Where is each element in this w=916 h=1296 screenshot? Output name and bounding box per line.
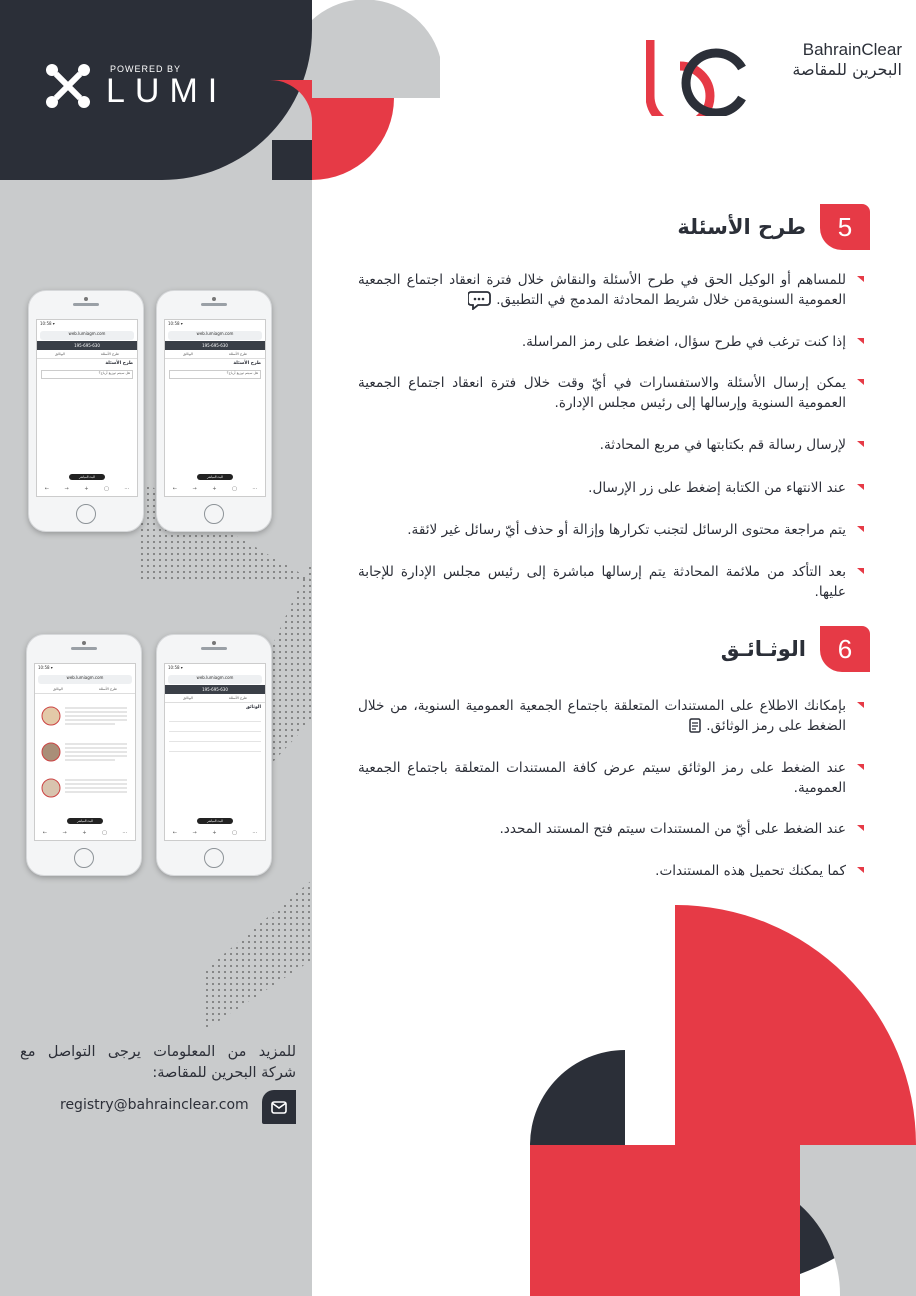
lumi-wordmark: LUMI — [106, 72, 228, 110]
list-item: يمكن إرسال الأسئلة والاستفسارات في أيّ وقت خلال فترة انعقاد اجتماع الجمعية العمومية السنوية وإرسالها إلى رئيس مجلس الإدارة. — [358, 373, 868, 413]
email-row — [60, 1097, 249, 1113]
bottom-decoration — [530, 905, 916, 1296]
brand-name-ar: البحرين للمقاصة — [792, 60, 902, 79]
section-6-number: 6 — [820, 626, 870, 672]
list-item: عند الضغط على أيّ من المستندات سيتم فتح المستند المحدد. — [358, 819, 868, 839]
section-5-number: 5 — [820, 204, 870, 250]
lumi-logo-icon — [44, 62, 92, 110]
section-5-header — [677, 204, 870, 250]
documents-icon — [688, 718, 702, 734]
section-5-title: طرح الأسئلة — [677, 215, 806, 239]
section-6-title: الوثـائـق — [720, 637, 806, 661]
bahrainclear-logo — [792, 40, 902, 79]
list-item: إذا كنت ترغب في طرح سؤال، اضغط على رمز المراسلة. — [358, 332, 868, 352]
list-item: عند الضغط على رمز الوثائق سيتم عرض كافة المستندات المتعلقة باجتماع الجمعية العمومية. — [358, 758, 868, 798]
lumi-logo — [44, 62, 227, 110]
list-item: كما يمكنك تحميل هذه المستندات. — [358, 861, 868, 881]
list-item: بعد التأكد من ملائمة المحادثة يتم إرسالها مباشرة إلى رئيس مجلس الإدارة للإجابة عليها. — [358, 562, 868, 602]
contact-text: للمزيد من المعلومات يرجى التواصل مع شركة البحرين للمقاصة: — [20, 1044, 296, 1081]
email-link[interactable]: registry@bahrainclear.com — [60, 1097, 249, 1113]
section-6-list — [358, 696, 868, 881]
list-item: عند الانتهاء من الكتابة إضغط على زر الإرسال. — [358, 478, 868, 498]
list-item: لإرسال رسالة قم بكتابتها في مربع المحادثة. — [358, 435, 868, 455]
phone-mockup-documents-2 — [156, 634, 272, 876]
document-preview — [35, 694, 135, 804]
dot-pattern — [205, 880, 312, 1030]
section-5-list — [358, 270, 868, 602]
top-decoration — [250, 0, 440, 190]
email-icon — [269, 1097, 289, 1117]
powered-by-label: POWERED BY — [110, 64, 182, 74]
list-item: بإمكانك الاطلاع على المستندات المتعلقة باجتماع الجمعية العمومية السنوية، من خلال الضغط على رمز الوثائق. — [358, 696, 868, 736]
list-item: للمساهم أو الوكيل الحق في طرح الأسئلة والنقاش خلال فترة انعقاد اجتماع الجمعية العمومية السنويةمن خلال شريط المحادثة المدمج في التطبيق. — [358, 270, 868, 310]
brand-name-en: BahrainClear — [802, 40, 902, 59]
phone-mockup-questions-2 — [156, 290, 272, 532]
section-6-header — [721, 626, 870, 672]
list-item: يتم مراجعة محتوى الرسائل لتجنب تكرارها وإزالة أو حذف أيّ رسائل غير لائقة. — [358, 520, 868, 540]
phone-screen: 10:58 ▾ web.lumiagm.com 195-695-630 الوثائق طرح الأسئلة طرح الأسئلة هل سيتم توزيع أرباح؟ البث المباشر ← → + ▢ ··· — [36, 319, 138, 497]
phone-mockup-questions — [28, 290, 144, 532]
email-icon-tab — [262, 1090, 296, 1124]
phone-screen: 10:58 ▾ web.lumiagm.com 195-695-630 الوثائق طرح الأسئلة الوثائق البث المباشر ← → + ▢ ··· — [164, 663, 266, 841]
bahrainclear-logo-icon — [646, 40, 750, 116]
chat-icon — [468, 290, 492, 310]
phone-mockup-documents — [26, 634, 142, 876]
phone-screen: 10:58 ▾ web.lumiagm.com 195-695-630 الوثائق طرح الأسئلة طرح الأسئلة هل سيتم توزيع أرباح؟ البث المباشر ← → + ▢ ··· — [164, 319, 266, 497]
phone-screen: 10:58 ▾ web.lumiagm.com الوثائق طرح الأسئلة البث المباشر ← → + ▢ ··· — [34, 663, 136, 841]
